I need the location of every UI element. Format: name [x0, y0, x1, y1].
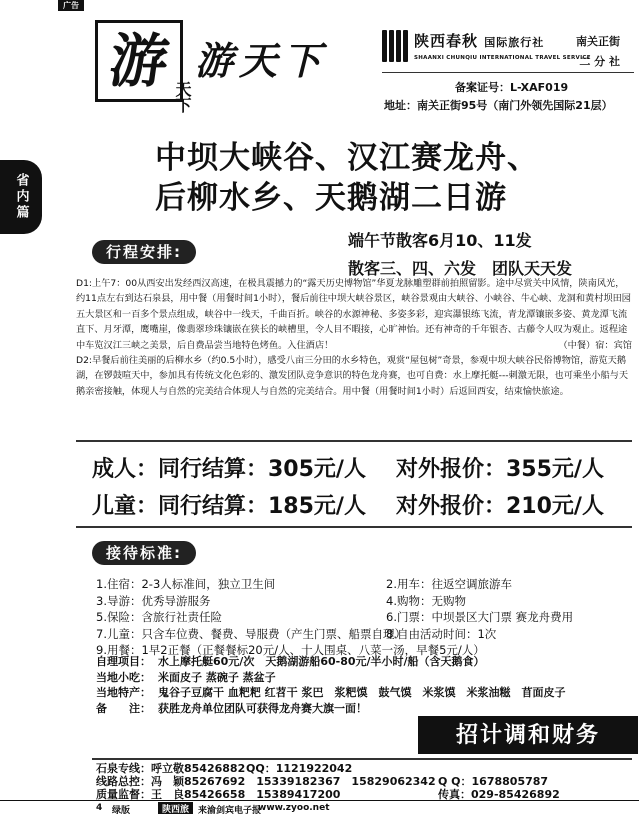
list-item: 当地特产： 鬼谷子豆腐干 血粑粑 红苕干 浆巴 浆粑馍 鼓气馍 米浆馍 米浆油糍 苜面皮子: [96, 686, 566, 699]
list-item: 当地小吃： 米面皮子 蒸碗子 蒸盆子: [96, 670, 276, 684]
header-divider: [382, 72, 634, 73]
ad-tag: 广告: [58, 0, 84, 11]
list-item: 自理项目： 水上摩托艇60元/次 天鹅湖游船60-80元/半小时/船（含天鹅食）: [96, 655, 485, 668]
tour-title-line1: 中坝大峡谷、汉江赛龙舟、: [155, 140, 539, 176]
tour-title-line2: 后柳水乡、天鹅湖二日游: [155, 180, 507, 216]
list-item: 3.导游：优秀导游服务 4.购物：无购物: [96, 593, 466, 608]
itinerary-day1: D1:上午7：00从西安出发经西汉高速，在极具震撼力的“露天历史博物馆”华夏龙脉雕塑群前拍照留影。途中尽赏关中风情，陕南风光，约11点左右到达石泉县，用中餐（用餐时间1小时），餐后前往中坝大峡谷景区，峡谷景观由大峡谷、小峡谷、牛心峡、龙洞和黄村坝田园五大景区和一百多个景点组成，峡谷中一线天，千曲百折。峡谷的水源神秘、多姿多彩，迎宾瀑银练飞流，青龙潭镶嵌多姿、黄龙潭飞流直下、月牙潭，鹰嘴崖，像翡翠珍珠镶嵌在狭长的峡槽里，令人目不暇接，心旷神怡。还有神奇的千年银杏、古藤令人叹为观止。返程途中车览汉江三峡之美景，后自费品尝当地特色烤鱼。入住酒店！ （中餐）宿：宾馆: [76, 276, 632, 353]
license-number: 备案证号：L-XAF019: [455, 81, 569, 94]
child-public-price: 对外报价：210元/人: [396, 494, 604, 519]
list-item: 5.保险：含旅行社责任险 6.门票：中坝景区大门票 赛龙舟费用: [96, 610, 574, 624]
contact-route-control: 线路总控：冯 颖85267692 15339182367 15829062342: [96, 775, 436, 788]
brand-logo: [95, 20, 192, 113]
itinerary-day2: D2:早餐后前往美丽的后柳水乡（约0.5小时），感受八亩三分田的水乡特色，观赏“屋包树”奇景，参观中坝大峡谷民俗博物馆，游览天鹅湖，在锣鼓喧天中，参加具有传统文化色彩的、激发团队竞争意识的特色龙舟赛，也可自费：水上摩托艇---刺激无限，也可乘坐小船与天鹅亲密接触，体现人与自然的完美结合体现人与自然的完美结合。用中餐（用餐时间1小时）后返回西安，结束愉快旅途。: [76, 355, 629, 397]
agency-name-en: SHAANXI CHUNQIU INTERNATIONAL TRAVEL SERVICE: [414, 55, 591, 61]
agency-name: 陕西春秋 国际旅行社: [414, 32, 545, 50]
section-side-tab: 省内篇: [0, 160, 42, 234]
list-item: 9.用餐：1早2正餐（正餐餐标20元/人、十人围桌、八菜一汤，早餐5元/人）: [96, 643, 485, 657]
magazine-name: 陕西旅: [158, 802, 193, 814]
page-number: 4: [96, 803, 103, 813]
brand-title: 游天下: [195, 38, 328, 83]
list-item: 7.儿童：只含车位费、餐费、导服费（产生门票、船票自理） 8.自由活动时间：1次: [96, 626, 497, 641]
itinerary-body: [76, 276, 632, 399]
list-item: 备 注： 获胜龙舟单位团队可获得龙舟赛大旗一面！: [96, 701, 367, 715]
contact-qq-2: Q Q：1678805787: [438, 775, 549, 788]
child-peer-price: 儿童：同行结算：185元/人: [92, 494, 366, 519]
departure-schedule-holiday: 端午节散客6月10、11发: [348, 231, 532, 250]
branch-name: 南关正街 二 分 社: [576, 35, 620, 68]
page-footer: [0, 800, 639, 814]
standards-list: [96, 576, 626, 659]
day1-meal-lodging: （中餐）宿：宾馆: [558, 339, 632, 351]
footer-slogan: 来渝剑宾电子报: [198, 806, 262, 814]
logo-subtext: 天下: [173, 81, 192, 113]
standards-heading: 接待标准:: [92, 541, 196, 565]
contacts-divider: [92, 758, 632, 760]
agency-logo: [382, 30, 591, 62]
adult-peer-price: 成人：同行结算：305元/人: [92, 457, 366, 482]
adult-public-price: 对外报价：355元/人: [396, 457, 604, 482]
footer-url: www.zyoo.net: [258, 803, 330, 813]
list-item: 1.住宿：2-3人标准间，独立卫生间 2.用车：往返空调旅游车: [96, 577, 512, 591]
extras-list: [96, 654, 566, 716]
publication-edition: 绿版: [112, 806, 131, 814]
contact-qq: QQ：1121922042: [246, 762, 353, 775]
recruitment-banner: 招计调和财务: [418, 716, 638, 754]
contact-fax: 传真：029-85426892: [438, 788, 560, 801]
contacts-block: [96, 762, 636, 801]
itinerary-heading: 行程安排:: [92, 240, 196, 264]
price-divider-top: [76, 440, 632, 442]
price-divider-bottom: [76, 526, 632, 528]
contact-quality: 质量监督：王 良85426658 15389417200: [96, 788, 341, 801]
contact-shiquan: 石泉专线：呼立敬85426882: [96, 762, 246, 775]
departure-schedule-regular: 散客三、四、六发 团队天天发: [348, 259, 573, 278]
logo-glyph: 游: [105, 27, 173, 95]
agency-mark-icon: [382, 30, 408, 62]
agency-address: 地址：南关正街95号（南门外领先国际21层）: [384, 99, 613, 112]
